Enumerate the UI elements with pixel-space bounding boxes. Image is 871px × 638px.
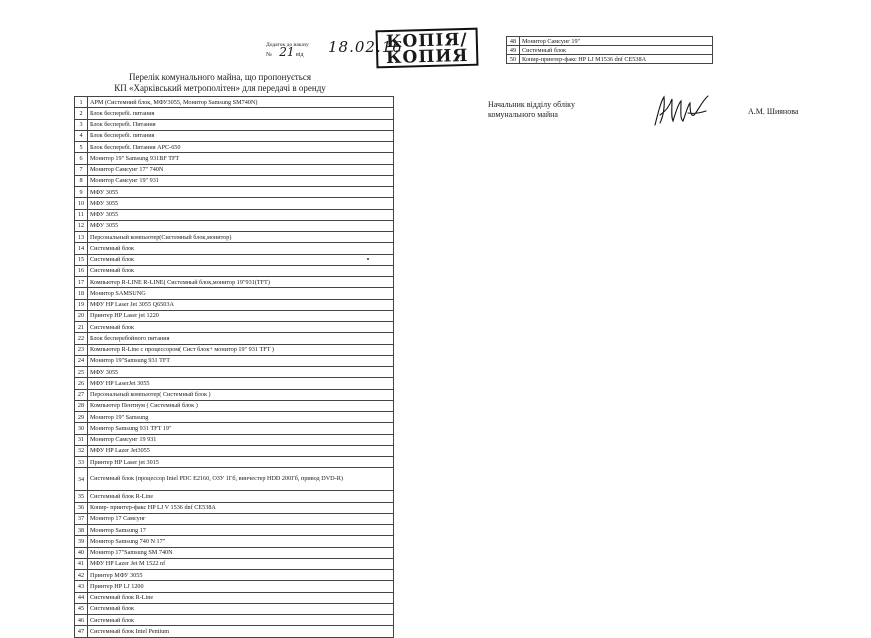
item-name: МФУ HP Lazer Jet M 1522 nf [88,558,394,569]
row-number: 8 [75,175,88,186]
table-row [75,536,394,547]
table-row [75,626,394,637]
row-number: 28 [75,400,88,411]
row-number: 29 [75,412,88,423]
scan-speck [367,258,369,260]
item-name: МФУ 3055 [88,198,394,209]
row-number: 40 [75,547,88,558]
item-name: Монитор Samsung 17 [88,525,394,536]
table-row [75,108,394,119]
table-row [75,378,394,389]
row-number: 33 [75,457,88,468]
row-number: 19 [75,299,88,310]
row-number: 49 [507,46,520,55]
table-row [75,355,394,366]
row-number: 27 [75,389,88,400]
table-row [75,142,394,153]
row-number: 1 [75,97,88,108]
table-row [75,333,394,344]
stamp-line-1: КОПІЯ/ [385,29,468,53]
row-number: 23 [75,344,88,355]
table-row [75,299,394,310]
item-name: Системный блок [520,46,713,55]
row-number: 31 [75,434,88,445]
item-name: Блок бесперебі. Питания [88,119,394,130]
table-row [75,423,394,434]
item-name: Системный блок [88,322,394,333]
item-name: Монитор 19"Samsung 931 TFT [88,355,394,366]
item-name: Персональный компьютер(Системный блок,монитор) [88,232,394,243]
table-row [75,153,394,164]
row-number: 45 [75,603,88,614]
annex-label: Додаток до наказу [266,42,309,48]
table-row [75,367,394,378]
table-row [75,322,394,333]
row-number: 5 [75,142,88,153]
row-number: 17 [75,277,88,288]
item-name: МФУ HP LaserJet 3055 [88,378,394,389]
row-number: 10 [75,198,88,209]
row-number: 41 [75,558,88,569]
item-name: Монитор SAMSUNG [88,288,394,299]
table-row [75,232,394,243]
table-row [75,220,394,231]
table-row [75,468,394,491]
row-number: 9 [75,187,88,198]
table-row [75,457,394,468]
row-number: 44 [75,592,88,603]
signature-mark [652,93,712,129]
item-name: Принтер МФУ 3055 [88,570,394,581]
annex-date: 18.02.16 [328,38,403,56]
table-row [75,615,394,626]
signatory-position-line-1: Начальник відділу обліку [488,100,575,109]
table-row [75,445,394,456]
property-list-continued-table [506,36,713,64]
table-row [75,547,394,558]
table-row [75,187,394,198]
signatory-name: А.М. Шиянова [748,107,799,116]
row-number: 32 [75,445,88,456]
item-name: Монитор Самсунг 19 931 [88,434,394,445]
table-row [507,46,713,55]
item-name: Блок бесперебі. Питания APC-650 [88,142,394,153]
item-name: Компьютер Пентиум ( Системный блок ) [88,400,394,411]
item-name: Монитор 19" Samsung 931BF TFT [88,153,394,164]
item-name: Компьютер R-LINE R-LINE( Системный блок,монитор 19"931(TFT) [88,277,394,288]
table-row [75,277,394,288]
row-number: 36 [75,502,88,513]
item-name: Монитор 19" Samsung [88,412,394,423]
table-row [75,434,394,445]
table-row [75,97,394,108]
item-name: МФУ HP Laser Jet 3055 Q6503A [88,299,394,310]
table-row [75,164,394,175]
item-name: Принтер HP Laser jet 3015 [88,457,394,468]
table-row [75,400,394,411]
item-name: Системный блок (процессор Intel PDC E2160, ОЗУ 1Гб, винчестер HDD 200Гб, привод DVD-R) [88,468,394,491]
table-row [75,412,394,423]
row-number: 13 [75,232,88,243]
table-row [75,344,394,355]
item-name: Персональный компьютер( Системный блок ) [88,389,394,400]
table-row [75,175,394,186]
signatory-position [488,100,575,120]
row-number: 26 [75,378,88,389]
annex-from-label: від [296,52,304,58]
row-number: 16 [75,265,88,276]
table-row [75,558,394,569]
copy-stamp [376,28,479,69]
stamp-line-2: КОПИЯ [385,45,469,69]
row-number: 48 [507,37,520,46]
table-row [75,265,394,276]
item-name: Принтер HP Laser jet 1220 [88,310,394,321]
table-row [75,603,394,614]
item-name: Системный блок [88,603,394,614]
table-row [507,37,713,46]
item-name: МФУ 3055 [88,187,394,198]
table-row [75,513,394,524]
table-row [75,491,394,502]
item-name: Монитор Самсунг 19" [520,37,713,46]
row-number: 30 [75,423,88,434]
table-row [75,525,394,536]
row-number: 20 [75,310,88,321]
item-name: Принтер HP LJ 1200 [88,581,394,592]
item-name: Компьютер R-Line с процессором( Сист блок+ монитор 19" 931 TFT ) [88,344,394,355]
table-row [507,55,713,64]
item-name: МФУ HP Lazer Jet3055 [88,445,394,456]
row-number: 50 [507,55,520,64]
row-number: 2 [75,108,88,119]
row-number: 6 [75,153,88,164]
item-name: Блок бесперебі. питания [88,108,394,119]
table-row [75,570,394,581]
row-number: 11 [75,209,88,220]
item-name: Блок бесперебі. питания [88,130,394,141]
row-number: 3 [75,119,88,130]
annex-number-sign: № [266,52,272,58]
row-number: 7 [75,164,88,175]
table-row [75,592,394,603]
item-name: Системный блок R-Line [88,592,394,603]
signatory-position-line-2: комунального майна [488,110,558,119]
title-line-2: КП «Харківський метрополітен» для передачі в оренду [114,83,326,93]
title-line-1: Перелік комунального майна, що пропонується [129,72,311,82]
row-number: 38 [75,525,88,536]
item-name: Системный блок [88,265,394,276]
table-row [75,389,394,400]
item-name: АРМ (Системний блок, МФУ3055, Монитор Samsung SM740N) [88,97,394,108]
item-name: Копир- принтер-факс HP LJ V 1536 dnf CE538A [88,502,394,513]
document-title [90,72,350,94]
annex-number: 21 [279,45,295,59]
item-name: Монитор Samsung 740 N 17" [88,536,394,547]
row-number: 39 [75,536,88,547]
item-name: МФУ 3055 [88,220,394,231]
item-name: МФУ 3055 [88,209,394,220]
item-name: Системный блок Intel Pentium [88,626,394,637]
row-number: 18 [75,288,88,299]
table-row [75,130,394,141]
table-row [75,254,394,265]
item-name: Монитор Самсунг 19" 931 [88,175,394,186]
item-name: МФУ 3055 [88,367,394,378]
row-number: 42 [75,570,88,581]
row-number: 22 [75,333,88,344]
row-number: 4 [75,130,88,141]
table-row [75,198,394,209]
table-row [75,581,394,592]
row-number: 12 [75,220,88,231]
row-number: 24 [75,355,88,366]
item-name: Системный блок [88,254,394,265]
item-name: Монитор 17"Samsung SM 740N [88,547,394,558]
item-name: Монитор Samsung 931 TFT 19" [88,423,394,434]
item-name: Системный блок R-Line [88,491,394,502]
row-number: 15 [75,254,88,265]
item-name: Блок бесперебойного питания [88,333,394,344]
row-number: 43 [75,581,88,592]
property-list-table [74,96,394,638]
table-row [75,119,394,130]
item-name: Монитор Самсунг 17" 740N [88,164,394,175]
row-number: 21 [75,322,88,333]
row-number: 34 [75,468,88,491]
item-name: Системный блок [88,615,394,626]
item-name: Монитор 17 Самсунг [88,513,394,524]
row-number: 37 [75,513,88,524]
table-row [75,243,394,254]
table-row [75,209,394,220]
row-number: 14 [75,243,88,254]
table-row [75,310,394,321]
row-number: 35 [75,491,88,502]
table-row [75,502,394,513]
row-number: 25 [75,367,88,378]
item-name: Системный блок [88,243,394,254]
item-name: Копир-принтер-факс HP LJ M1536 dnf CE538A [520,55,713,64]
row-number: 47 [75,626,88,637]
table-row [75,288,394,299]
row-number: 46 [75,615,88,626]
